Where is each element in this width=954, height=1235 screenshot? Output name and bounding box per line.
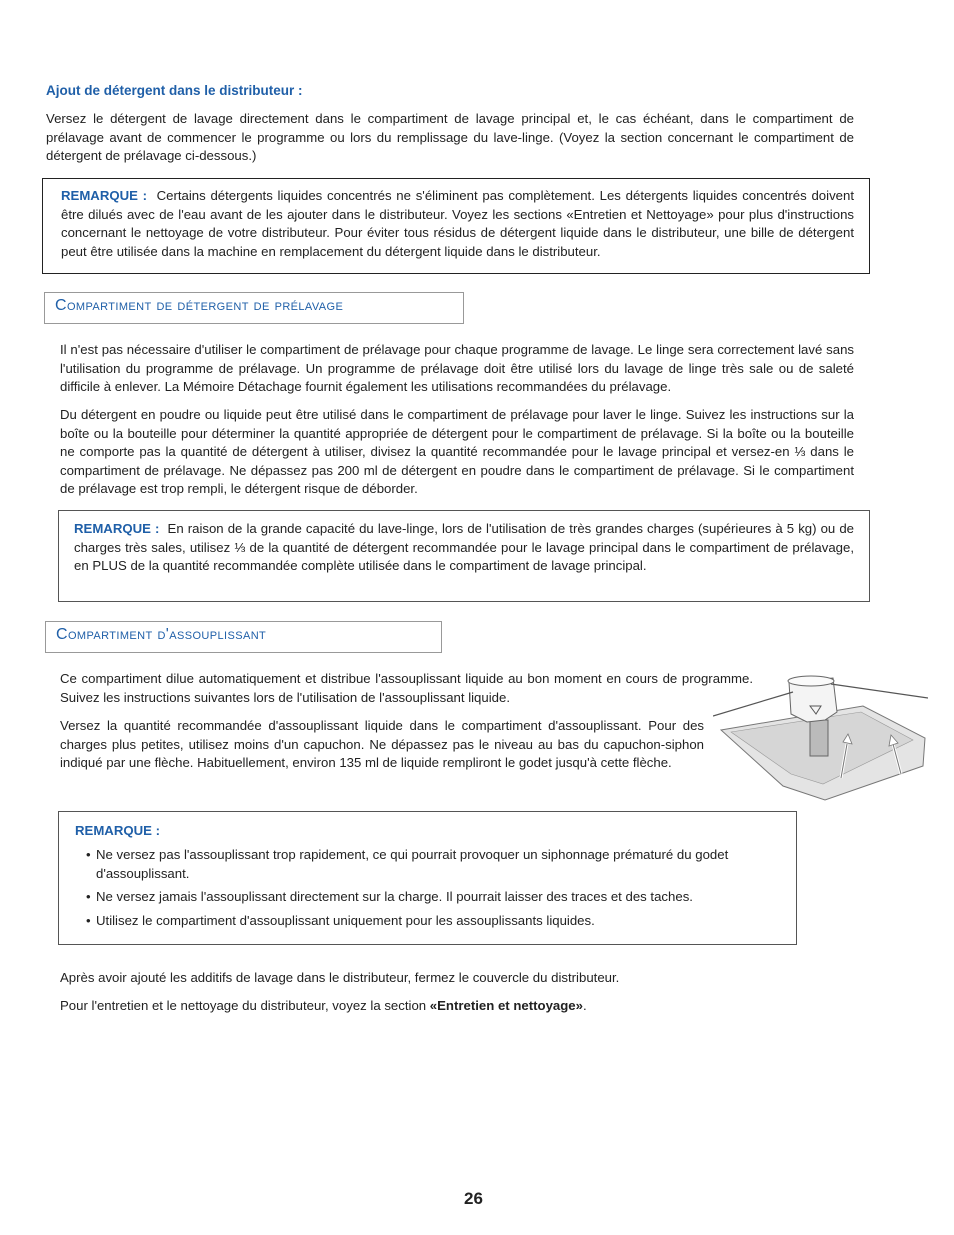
- note-text: Certains détergents liquides concentrés ne s'éliminent pas complètement. Les détergents liquides concentrés doivent être dilués avec de l'eau avant de les ajouter dans le distributeur. Voyez les sections «Entretien et Nettoyage» pour plus d'instructions concernant le nettoyage de votre distributeur. Pour éviter tous résidus de détergent liquide dans le distributeur, une bille de détergent peut être utilisée dans la machine en remplacement du détergent liquide dans le distributeur.: [61, 188, 854, 259]
- note-box-softener: [58, 811, 797, 945]
- note-bullet-list: [75, 846, 787, 935]
- bullet-text: Ne versez jamais l'assouplissant directement sur la charge. Il pourrait laisser des traces et des taches.: [96, 889, 693, 905]
- bullet-icon: •: [86, 912, 91, 928]
- closing-paragraph-1: Après avoir ajouté les additifs de lavage dans le distributeur, fermez le couvercle du distributeur.: [60, 970, 620, 985]
- closing-text: Pour l'entretien et le nettoyage du distributeur, voyez la section: [60, 998, 430, 1013]
- closing-text-end: .: [582, 998, 587, 1013]
- softener-dispenser-icon: [713, 668, 928, 803]
- note-box-concentrated: [42, 178, 870, 274]
- bullet-text: Ne versez pas l'assouplissant trop rapidement, ce qui pourrait provoquer un siphonnage prématuré du godet d'assouplissant.: [96, 847, 729, 881]
- intro-paragraph: Versez le détergent de lavage directement dans le compartiment de lavage principal et, le cas échéant, dans le compartiment de prélavage avant de commencer le programme ou lors du remplissage du lave-linge. (Voyez la section concernant le compartiment de détergent de prélavage ci-dessous.): [46, 111, 854, 164]
- note-paragraph: [61, 187, 854, 261]
- softener-paragraph-1: Ce compartiment dilue automatiquement et distribue l'assouplissant liquide au bon moment en cours de programme. Suivez les instructions suivantes lors de l'utilisation de l'assouplissant liquide.: [60, 671, 753, 705]
- list-item: [75, 846, 787, 883]
- softener-paragraph-2: Versez la quantité recommandée d'assouplissant liquide dans le compartiment d'assouplissant. Pour des charges plus petites, utilisez moins d'un capuchon. Ne dépassez pas le niveau au bas du capuchon-siphon indiqué par une flèche. Habituellement, environ 135 ml de liquide rempliront le godet jusqu'à cette flèche.: [60, 718, 704, 771]
- note-paragraph: [74, 520, 854, 576]
- note-label: REMARQUE :: [74, 521, 160, 536]
- list-item: [75, 888, 787, 907]
- list-item: [75, 912, 787, 931]
- closing-paragraph-2: [60, 997, 854, 1016]
- prewash-paragraph-2: Du détergent en poudre ou liquide peut être utilisé dans le compartiment de prélavage pour laver le linge. Suivez les instructions sur la boîte ou la bouteille pour déterminer la quantité appropriée de détergent pour le compartiment de prélavage. Si la boîte ou la bouteille ne comporte pas la quantité de détergent à utiliser, divisez la quantité recommandée pour le lavage principal et versez-en ⅓ dans le compartiment de prélavage. Ne dépassez pas 200 ml de détergent en poudre dans le compartiment de prélavage. Si le compartiment de prélavage est trop rempli, le détergent risque de déborder.: [60, 407, 854, 497]
- note-label: REMARQUE :: [75, 823, 160, 838]
- bullet-icon: •: [86, 847, 91, 862]
- maintenance-section-reference: «Entretien et nettoyage»: [429, 998, 583, 1013]
- bullet-text: Utilisez le compartiment d'assouplissant uniquement pour les assouplissants liquides.: [96, 912, 595, 928]
- section-heading-prewash: Compartiment de détergent de prélavage: [44, 292, 464, 324]
- note-text: En raison de la grande capacité du lave-linge, lors de l'utilisation de très grandes charges (supérieures à 5 kg) ou de charges très sales, utilisez ⅓ de la quantité de détergent recommandée pour le lavage principal dans le compartiment de prélavage, en PLUS de la quantité recommandée complète utilisée dans le compartiment de lavage principal.: [74, 521, 854, 574]
- prewash-paragraph-1: Il n'est pas nécessaire d'utiliser le compartiment de prélavage pour chaque programme de lavage. Le linge sera correctement lavé sans l'utilisation du programme de prélavage. Un programme de prélavage doit être utilisé lors du lavage de linge très sale ou de saleté difficile à enlever. La Mémoire Détachage fournit également les utilisations recommandées du prélavage.: [60, 342, 854, 395]
- note-box-large-loads: [58, 510, 870, 602]
- page-number: 26: [464, 1189, 483, 1208]
- section-heading-detergent: Ajout de détergent dans le distributeur :: [46, 83, 303, 98]
- section-heading-softener: Compartiment d'assouplissant: [45, 621, 442, 653]
- bullet-icon: •: [86, 889, 91, 905]
- softener-dispenser-illustration: [713, 668, 928, 803]
- note-label: REMARQUE :: [61, 188, 148, 203]
